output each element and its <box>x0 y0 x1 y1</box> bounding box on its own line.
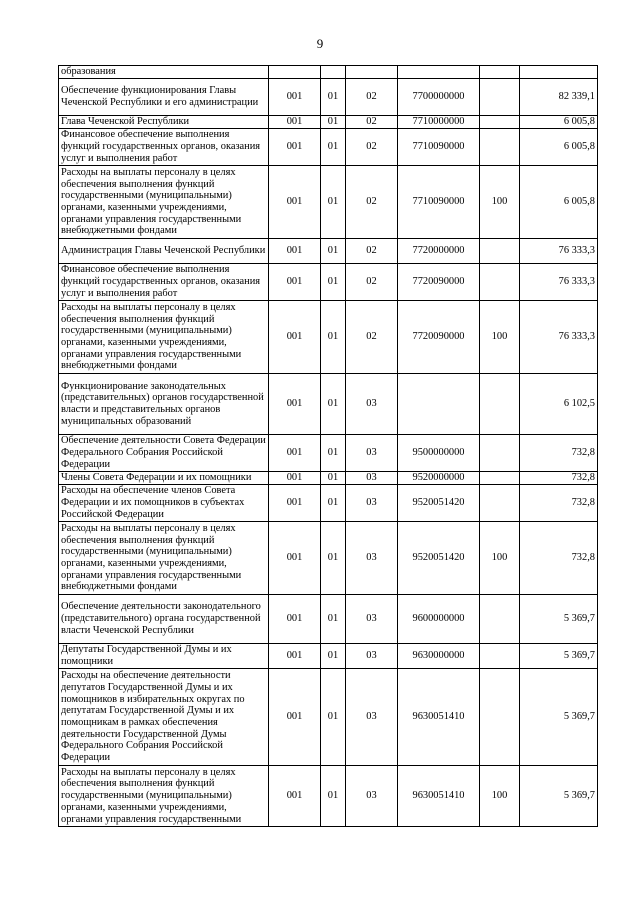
row-admin-code-cell: 001 <box>269 644 321 669</box>
row-section-cell: 01 <box>321 435 346 472</box>
row-name-cell: Глава Чеченской Республики <box>59 116 269 129</box>
row-section-cell: 01 <box>321 166 346 239</box>
row-amount-cell: 76 333,3 <box>520 301 598 374</box>
table-row <box>59 644 598 669</box>
row-expense-type-cell <box>480 66 520 79</box>
row-subsection-cell: 03 <box>346 435 398 472</box>
row-subsection-cell: 03 <box>346 485 398 522</box>
row-expense-type-cell <box>480 644 520 669</box>
row-target-article-cell: 9630000000 <box>398 644 480 669</box>
table-row <box>59 116 598 129</box>
row-section-cell: 01 <box>321 669 346 766</box>
row-subsection-cell: 02 <box>346 116 398 129</box>
table-row <box>59 301 598 374</box>
row-amount-cell <box>520 66 598 79</box>
row-subsection-cell: 02 <box>346 79 398 116</box>
row-subsection-cell: 03 <box>346 595 398 644</box>
row-subsection-cell: 02 <box>346 264 398 301</box>
row-section-cell: 01 <box>321 301 346 374</box>
row-amount-cell: 732,8 <box>520 485 598 522</box>
row-admin-code-cell: 001 <box>269 239 321 264</box>
row-amount-cell: 5 369,7 <box>520 644 598 669</box>
page-number: 9 <box>316 36 324 51</box>
row-amount-cell: 732,8 <box>520 472 598 485</box>
table-row <box>59 166 598 239</box>
row-expense-type-cell: 100 <box>480 301 520 374</box>
table-row <box>59 374 598 435</box>
row-expense-type-cell <box>480 264 520 301</box>
table-row <box>59 595 598 644</box>
row-subsection-cell: 02 <box>346 166 398 239</box>
row-admin-code-cell: 001 <box>269 264 321 301</box>
row-target-article-cell <box>398 374 480 435</box>
row-section-cell <box>321 66 346 79</box>
row-target-article-cell: 9630051410 <box>398 766 480 827</box>
row-target-article-cell: 7720090000 <box>398 301 480 374</box>
row-expense-type-cell: 100 <box>480 766 520 827</box>
row-expense-type-cell <box>480 129 520 166</box>
row-amount-cell: 5 369,7 <box>520 766 598 827</box>
row-admin-code-cell: 001 <box>269 522 321 595</box>
row-name-cell: Расходы на выплаты персоналу в целях обеспечения выполнения функций государственными (муниципальными) органами, казенными учреждениями, органами управления государственными внебюджетными фондами <box>59 166 269 239</box>
row-target-article-cell: 9520051420 <box>398 522 480 595</box>
table-row <box>59 766 598 827</box>
row-target-article-cell: 7710090000 <box>398 166 480 239</box>
row-name-cell: Обеспечение деятельности законодательного (представительного) органа государственной власти Чеченской Республики <box>59 595 269 644</box>
row-section-cell: 01 <box>321 79 346 116</box>
row-subsection-cell: 03 <box>346 644 398 669</box>
row-expense-type-cell: 100 <box>480 166 520 239</box>
row-target-article-cell <box>398 66 480 79</box>
row-name-cell: Члены Совета Федерации и их помощники <box>59 472 269 485</box>
row-amount-cell: 5 369,7 <box>520 669 598 766</box>
row-expense-type-cell: 100 <box>480 522 520 595</box>
table-row <box>59 66 598 79</box>
row-amount-cell: 6 005,8 <box>520 166 598 239</box>
row-name-cell: образования <box>59 66 269 79</box>
row-name-cell: Финансовое обеспечение выполнения функций государственных органов, оказания услуг и выполнения работ <box>59 264 269 301</box>
table-row <box>59 485 598 522</box>
row-section-cell: 01 <box>321 522 346 595</box>
row-expense-type-cell <box>480 435 520 472</box>
row-amount-cell: 76 333,3 <box>520 239 598 264</box>
row-amount-cell: 6 005,8 <box>520 116 598 129</box>
row-admin-code-cell <box>269 66 321 79</box>
row-subsection-cell: 02 <box>346 239 398 264</box>
row-target-article-cell: 7720090000 <box>398 264 480 301</box>
row-name-cell: Расходы на обеспечение членов Совета Федерации и их помощников в субъектах Российской Федерации <box>59 485 269 522</box>
row-subsection-cell: 03 <box>346 472 398 485</box>
row-admin-code-cell: 001 <box>269 435 321 472</box>
row-section-cell: 01 <box>321 374 346 435</box>
row-subsection-cell: 03 <box>346 374 398 435</box>
row-expense-type-cell <box>480 472 520 485</box>
table-row <box>59 129 598 166</box>
row-amount-cell: 732,8 <box>520 522 598 595</box>
row-admin-code-cell: 001 <box>269 374 321 435</box>
row-target-article-cell: 9520051420 <box>398 485 480 522</box>
row-admin-code-cell: 001 <box>269 166 321 239</box>
row-expense-type-cell <box>480 595 520 644</box>
row-admin-code-cell: 001 <box>269 485 321 522</box>
budget-table <box>58 65 598 827</box>
row-amount-cell: 5 369,7 <box>520 595 598 644</box>
row-section-cell: 01 <box>321 644 346 669</box>
row-expense-type-cell <box>480 239 520 264</box>
row-section-cell: 01 <box>321 472 346 485</box>
row-name-cell: Обеспечение деятельности Совета Федерации Федерального Собрания Российской Федерации <box>59 435 269 472</box>
row-admin-code-cell: 001 <box>269 595 321 644</box>
row-target-article-cell: 7710000000 <box>398 116 480 129</box>
table-row <box>59 264 598 301</box>
row-subsection-cell: 03 <box>346 766 398 827</box>
row-admin-code-cell: 001 <box>269 766 321 827</box>
row-target-article-cell: 7720000000 <box>398 239 480 264</box>
row-section-cell: 01 <box>321 116 346 129</box>
row-name-cell: Обеспечение функционирования Главы Чеченской Республики и его администрации <box>59 79 269 116</box>
table-row <box>59 79 598 116</box>
table-row <box>59 669 598 766</box>
row-name-cell: Администрация Главы Чеченской Республики <box>59 239 269 264</box>
row-target-article-cell: 7710090000 <box>398 129 480 166</box>
row-subsection-cell: 03 <box>346 522 398 595</box>
row-name-cell: Расходы на выплаты персоналу в целях обеспечения выполнения функций государственными (муниципальными) органами, казенными учреждениями, органами управления государственными внебюджетными фондами <box>59 301 269 374</box>
row-subsection-cell: 03 <box>346 669 398 766</box>
table-row <box>59 435 598 472</box>
row-section-cell: 01 <box>321 766 346 827</box>
table-row <box>59 472 598 485</box>
row-section-cell: 01 <box>321 264 346 301</box>
row-expense-type-cell <box>480 669 520 766</box>
row-target-article-cell: 9600000000 <box>398 595 480 644</box>
row-target-article-cell: 7700000000 <box>398 79 480 116</box>
row-subsection-cell <box>346 66 398 79</box>
row-subsection-cell: 02 <box>346 129 398 166</box>
row-name-cell: Депутаты Государственной Думы и их помощники <box>59 644 269 669</box>
row-amount-cell: 6 005,8 <box>520 129 598 166</box>
table-row <box>59 239 598 264</box>
row-name-cell: Финансовое обеспечение выполнения функций государственных органов, оказания услуг и выполнения работ <box>59 129 269 166</box>
row-name-cell: Расходы на обеспечение деятельности депутатов Государственной Думы и их помощников в избирательных округах по депутатам Государственной Думы и их помощникам в рамках обеспечения деятельности Государственной Думы Федерального Собрания Российской Федерации <box>59 669 269 766</box>
row-amount-cell: 82 339,1 <box>520 79 598 116</box>
row-section-cell: 01 <box>321 239 346 264</box>
table-row <box>59 522 598 595</box>
row-section-cell: 01 <box>321 595 346 644</box>
row-admin-code-cell: 001 <box>269 129 321 166</box>
row-expense-type-cell <box>480 116 520 129</box>
row-expense-type-cell <box>480 374 520 435</box>
row-admin-code-cell: 001 <box>269 472 321 485</box>
row-name-cell: Расходы на выплаты персоналу в целях обеспечения выполнения функций государственными (муниципальными) органами, казенными учреждениями, органами управления государственными <box>59 766 269 827</box>
row-admin-code-cell: 001 <box>269 116 321 129</box>
row-subsection-cell: 02 <box>346 301 398 374</box>
row-name-cell: Функционирование законодательных (представительных) органов государственной власти и представительных органов муниципальных образований <box>59 374 269 435</box>
row-admin-code-cell: 001 <box>269 669 321 766</box>
row-target-article-cell: 9630051410 <box>398 669 480 766</box>
row-target-article-cell: 9500000000 <box>398 435 480 472</box>
row-amount-cell: 732,8 <box>520 435 598 472</box>
row-name-cell: Расходы на выплаты персоналу в целях обеспечения выполнения функций государственными (муниципальными) органами, казенными учреждениями, органами управления государственными внебюджетными фондами <box>59 522 269 595</box>
row-expense-type-cell <box>480 485 520 522</box>
row-expense-type-cell <box>480 79 520 116</box>
row-amount-cell: 76 333,3 <box>520 264 598 301</box>
row-admin-code-cell: 001 <box>269 79 321 116</box>
row-amount-cell: 6 102,5 <box>520 374 598 435</box>
row-section-cell: 01 <box>321 485 346 522</box>
row-target-article-cell: 9520000000 <box>398 472 480 485</box>
row-admin-code-cell: 001 <box>269 301 321 374</box>
row-section-cell: 01 <box>321 129 346 166</box>
